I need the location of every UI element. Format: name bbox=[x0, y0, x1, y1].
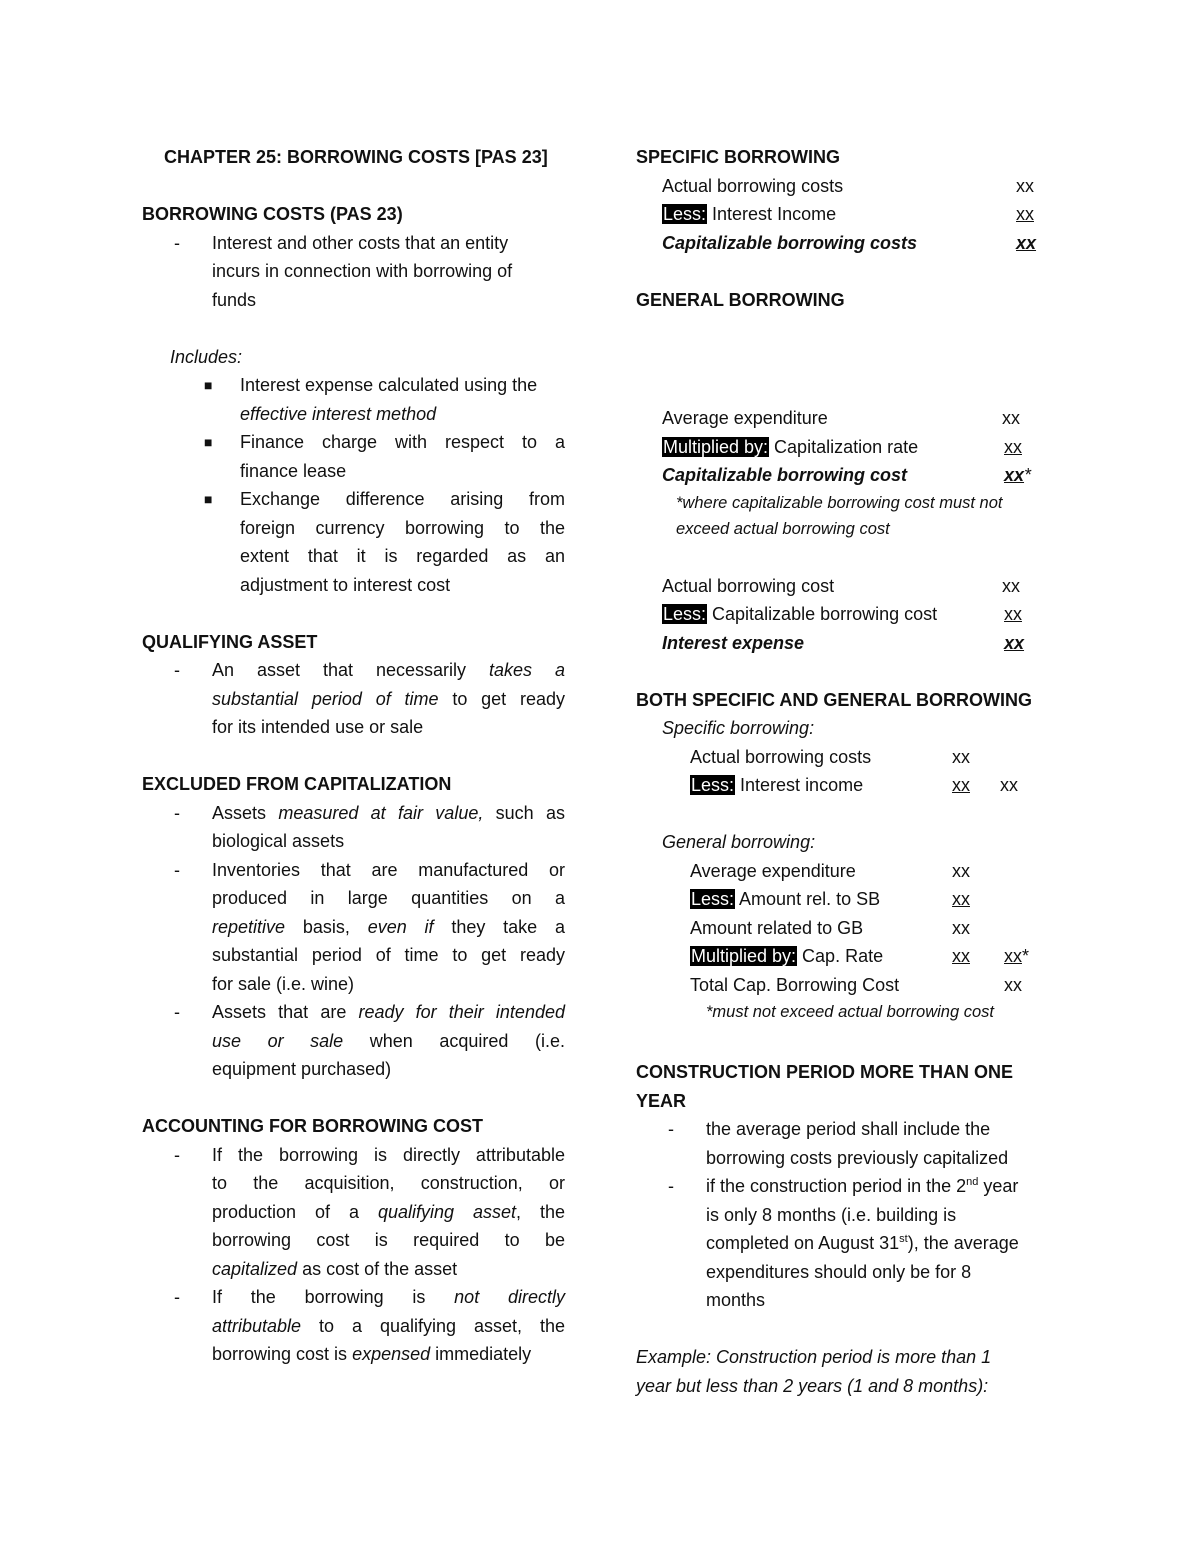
calc-row bbox=[636, 885, 1066, 914]
heading-construction-l2: YEAR bbox=[636, 1090, 687, 1111]
accounting-item-expensed: - If the borrowing is not directly attributable to a qualifying asset, the borrowing cost is expensed immediately bbox=[142, 1283, 565, 1369]
accounting-line: capitalized as cost of the asset bbox=[212, 1258, 458, 1279]
calc-row bbox=[636, 743, 1066, 772]
calc-label: Cap. Rate bbox=[797, 946, 884, 966]
definition-line: funds bbox=[212, 289, 257, 310]
includes-label: Includes: bbox=[170, 346, 243, 367]
calc-value: xx bbox=[952, 946, 970, 966]
excluded-line: repetitive basis, even if they take a bbox=[212, 916, 565, 937]
calc-row bbox=[636, 857, 1066, 886]
example-line: Example: Construction period is more than 1 bbox=[636, 1347, 992, 1367]
includes-item-interest bbox=[142, 371, 565, 428]
heading-both-borrowing: BOTH SPECIFIC AND GENERAL BORROWING bbox=[636, 689, 1033, 710]
asterisk: * bbox=[1024, 465, 1032, 485]
definition-line: incurs in connection with borrowing of bbox=[212, 261, 513, 281]
calc-total: xx bbox=[1004, 974, 1022, 995]
calc-value: xx bbox=[1002, 575, 1020, 596]
accounting-item-capitalized: - If the borrowing is directly attributable to the acquisition, construction, or production of a qualifying asset, the borrowing cost is required to be capitalized as cost of the asset bbox=[142, 1141, 565, 1284]
note-line: *where capitalizable borrowing cost must not bbox=[676, 493, 1003, 512]
heading-accounting: ACCOUNTING FOR BORROWING COST bbox=[142, 1116, 483, 1136]
construction-line: completed on August 31st), the average bbox=[706, 1233, 1019, 1253]
calc-label: Amount rel. to SB bbox=[735, 889, 881, 909]
accounting-line: borrowing cost is required to be bbox=[212, 1230, 565, 1250]
accounting-line: production of a qualifying asset, the bbox=[212, 1201, 565, 1222]
include-text: adjustment to interest cost bbox=[240, 574, 451, 595]
calc-row bbox=[636, 461, 1066, 490]
calc-value: xx bbox=[952, 775, 970, 795]
calc-total: xx bbox=[1000, 775, 1018, 795]
calc-label: Capitalizable borrowing costs bbox=[662, 232, 918, 253]
qualifying-line: for its intended use or sale bbox=[212, 717, 424, 737]
construction-item-average: - the average period shall include the borrowing costs previously capitalized bbox=[636, 1115, 1066, 1172]
calc-row bbox=[636, 572, 1066, 601]
construction-line: months bbox=[706, 1290, 766, 1310]
definition-line: Interest and other costs that an entity bbox=[212, 232, 509, 253]
include-text: Exchange difference arising from bbox=[240, 489, 565, 509]
calc-row bbox=[636, 200, 1066, 229]
highlight-label: Multiplied by: bbox=[691, 946, 797, 966]
qualifying-line: substantial period of time to get ready bbox=[212, 688, 565, 709]
heading-construction-l1: CONSTRUCTION PERIOD MORE THAN ONE bbox=[636, 1062, 1014, 1082]
excluded-item-ready: - Assets that are ready for their intended use or sale when acquired (i.e. equipment purchased) bbox=[142, 998, 565, 1084]
includes-item-finance-charge bbox=[142, 428, 565, 485]
calc-value: xx bbox=[1004, 632, 1025, 653]
accounting-line: If the borrowing is not directly bbox=[212, 1287, 565, 1307]
calc-label: Capitalizable borrowing cost bbox=[662, 465, 908, 485]
excluded-item-fair-value: - Assets measured at fair value, such as biological assets bbox=[142, 799, 565, 856]
calc-label: Capitalization rate bbox=[769, 436, 919, 457]
excluded-line: substantial period of time to get ready bbox=[212, 945, 565, 965]
excluded-line: for sale (i.e. wine) bbox=[212, 973, 355, 994]
calc-label: Capitalizable borrowing cost bbox=[707, 604, 938, 624]
excluded-line: use or sale when acquired (i.e. bbox=[212, 1030, 565, 1051]
excluded-line: Assets measured at fair value, such as bbox=[212, 802, 565, 823]
accounting-line: If the borrowing is directly attributable bbox=[212, 1144, 565, 1165]
specific-borrowing-label: Specific borrowing: bbox=[662, 718, 815, 738]
calc-row bbox=[636, 404, 1066, 433]
qualifying-line: An asset that necessarily takes a bbox=[212, 660, 565, 680]
excluded-line: biological assets bbox=[212, 831, 345, 851]
includes-item-exchange bbox=[142, 485, 565, 599]
chapter-title: CHAPTER 25: BORROWING COSTS [PAS 23] bbox=[164, 147, 548, 167]
calc-label: Actual borrowing costs bbox=[662, 175, 844, 196]
left-column bbox=[142, 143, 565, 1369]
heading-excluded: EXCLUDED FROM CAPITALIZATION bbox=[142, 774, 452, 794]
construction-line: borrowing costs previously capitalized bbox=[706, 1147, 1009, 1168]
calc-label: Actual borrowing cost bbox=[662, 575, 835, 596]
calc-value: xx bbox=[1004, 604, 1022, 624]
excluded-line: produced in large quantities on a bbox=[212, 888, 565, 908]
heading-specific-borrowing: SPECIFIC BORROWING bbox=[636, 147, 841, 167]
qualifying-item: - An asset that necessarily takes a substantial period of time to get ready for its intended use or sale bbox=[142, 656, 565, 742]
accounting-line: borrowing cost is expensed immediately bbox=[212, 1344, 532, 1364]
include-text: finance lease bbox=[240, 460, 347, 481]
highlight-label: Less: bbox=[691, 775, 735, 795]
calc-row bbox=[636, 172, 1066, 201]
calc-value: xx bbox=[1002, 408, 1020, 428]
include-text: Interest expense calculated using the bbox=[240, 375, 538, 395]
construction-line: if the construction period in the 2nd year bbox=[706, 1176, 1019, 1196]
calc-label: Interest income bbox=[735, 775, 864, 795]
calc-row bbox=[636, 629, 1066, 658]
excluded-line: equipment purchased) bbox=[212, 1059, 392, 1079]
calc-value: xx bbox=[952, 746, 970, 767]
calc-row bbox=[636, 433, 1066, 462]
calc-label: Average expenditure bbox=[662, 408, 828, 428]
heading-qualifying-asset: QUALIFYING ASSET bbox=[142, 631, 318, 652]
calc-label: Average expenditure bbox=[690, 860, 856, 881]
example-line: year but less than 2 years (1 and 8 months): bbox=[636, 1375, 989, 1396]
calc-row bbox=[636, 971, 1066, 1000]
note-line: *must not exceed actual borrowing cost bbox=[706, 1003, 994, 1021]
calc-value: xx bbox=[952, 917, 970, 938]
calc-row bbox=[636, 914, 1066, 943]
square-bullet-icon: ■ bbox=[204, 377, 213, 393]
calc-value: xx bbox=[1016, 175, 1034, 196]
construction-line: the average period shall include the bbox=[706, 1119, 991, 1139]
calc-label: Amount related to GB bbox=[690, 917, 864, 938]
definition-item: - Interest and other costs that an entity incurs in connection with borrowing of funds bbox=[142, 229, 565, 315]
calc-total: xx bbox=[1004, 946, 1022, 966]
include-text: foreign currency borrowing to the bbox=[240, 517, 565, 538]
note-line: exceed actual borrowing cost bbox=[676, 519, 890, 538]
highlight-label: Less: bbox=[663, 604, 707, 624]
square-bullet-icon: ■ bbox=[204, 491, 213, 507]
excluded-line: Assets that are ready for their intended bbox=[212, 1002, 565, 1022]
calc-row bbox=[636, 229, 1066, 258]
include-text: extent that it is regarded as an bbox=[240, 546, 565, 566]
calc-label: Total Cap. Borrowing Cost bbox=[690, 974, 900, 995]
calc-value: xx bbox=[952, 889, 970, 909]
calc-row bbox=[636, 600, 1066, 629]
calc-label: Actual borrowing costs bbox=[690, 746, 872, 767]
excluded-item-inventories: - Inventories that are manufactured or produced in large quantities on a repetitive basis, even if they take a substantial period of time to get ready for sale (i.e. wine) bbox=[142, 856, 565, 999]
include-text: effective interest method bbox=[240, 403, 437, 424]
calc-row bbox=[636, 771, 1066, 800]
right-column bbox=[636, 143, 1066, 1400]
calc-value: xx bbox=[1016, 204, 1034, 224]
highlight-label: Multiplied by: bbox=[663, 436, 769, 457]
calc-value: xx bbox=[1016, 232, 1037, 253]
calc-row bbox=[636, 942, 1066, 971]
accounting-line: to the acquisition, construction, or bbox=[212, 1173, 565, 1193]
excluded-line: Inventories that are manufactured or bbox=[212, 859, 565, 880]
calc-value: xx bbox=[1004, 436, 1022, 457]
highlight-label: Less: bbox=[691, 889, 735, 909]
calc-value: xx bbox=[1004, 465, 1025, 485]
construction-item-period: - if the construction period in the 2nd year is only 8 months (i.e. building is completed on August 31st), the average expenditures should only be for 8 months bbox=[636, 1172, 1066, 1315]
square-bullet-icon: ■ bbox=[204, 434, 213, 450]
calc-label: Interest Income bbox=[707, 204, 837, 224]
general-borrowing-label: General borrowing: bbox=[662, 832, 816, 852]
calc-label: Interest expense bbox=[662, 632, 805, 653]
heading-general-borrowing: GENERAL BORROWING bbox=[636, 289, 845, 310]
asterisk: * bbox=[1022, 946, 1030, 966]
accounting-line: attributable to a qualifying asset, the bbox=[212, 1315, 565, 1336]
include-text: Finance charge with respect to a bbox=[240, 432, 565, 452]
highlight-label: Less: bbox=[663, 204, 707, 224]
heading-borrowing-costs: BORROWING COSTS (PAS 23) bbox=[142, 204, 403, 224]
construction-line: expenditures should only be for 8 bbox=[706, 1261, 972, 1282]
construction-line: is only 8 months (i.e. building is bbox=[706, 1204, 957, 1225]
calc-value: xx bbox=[952, 860, 970, 881]
